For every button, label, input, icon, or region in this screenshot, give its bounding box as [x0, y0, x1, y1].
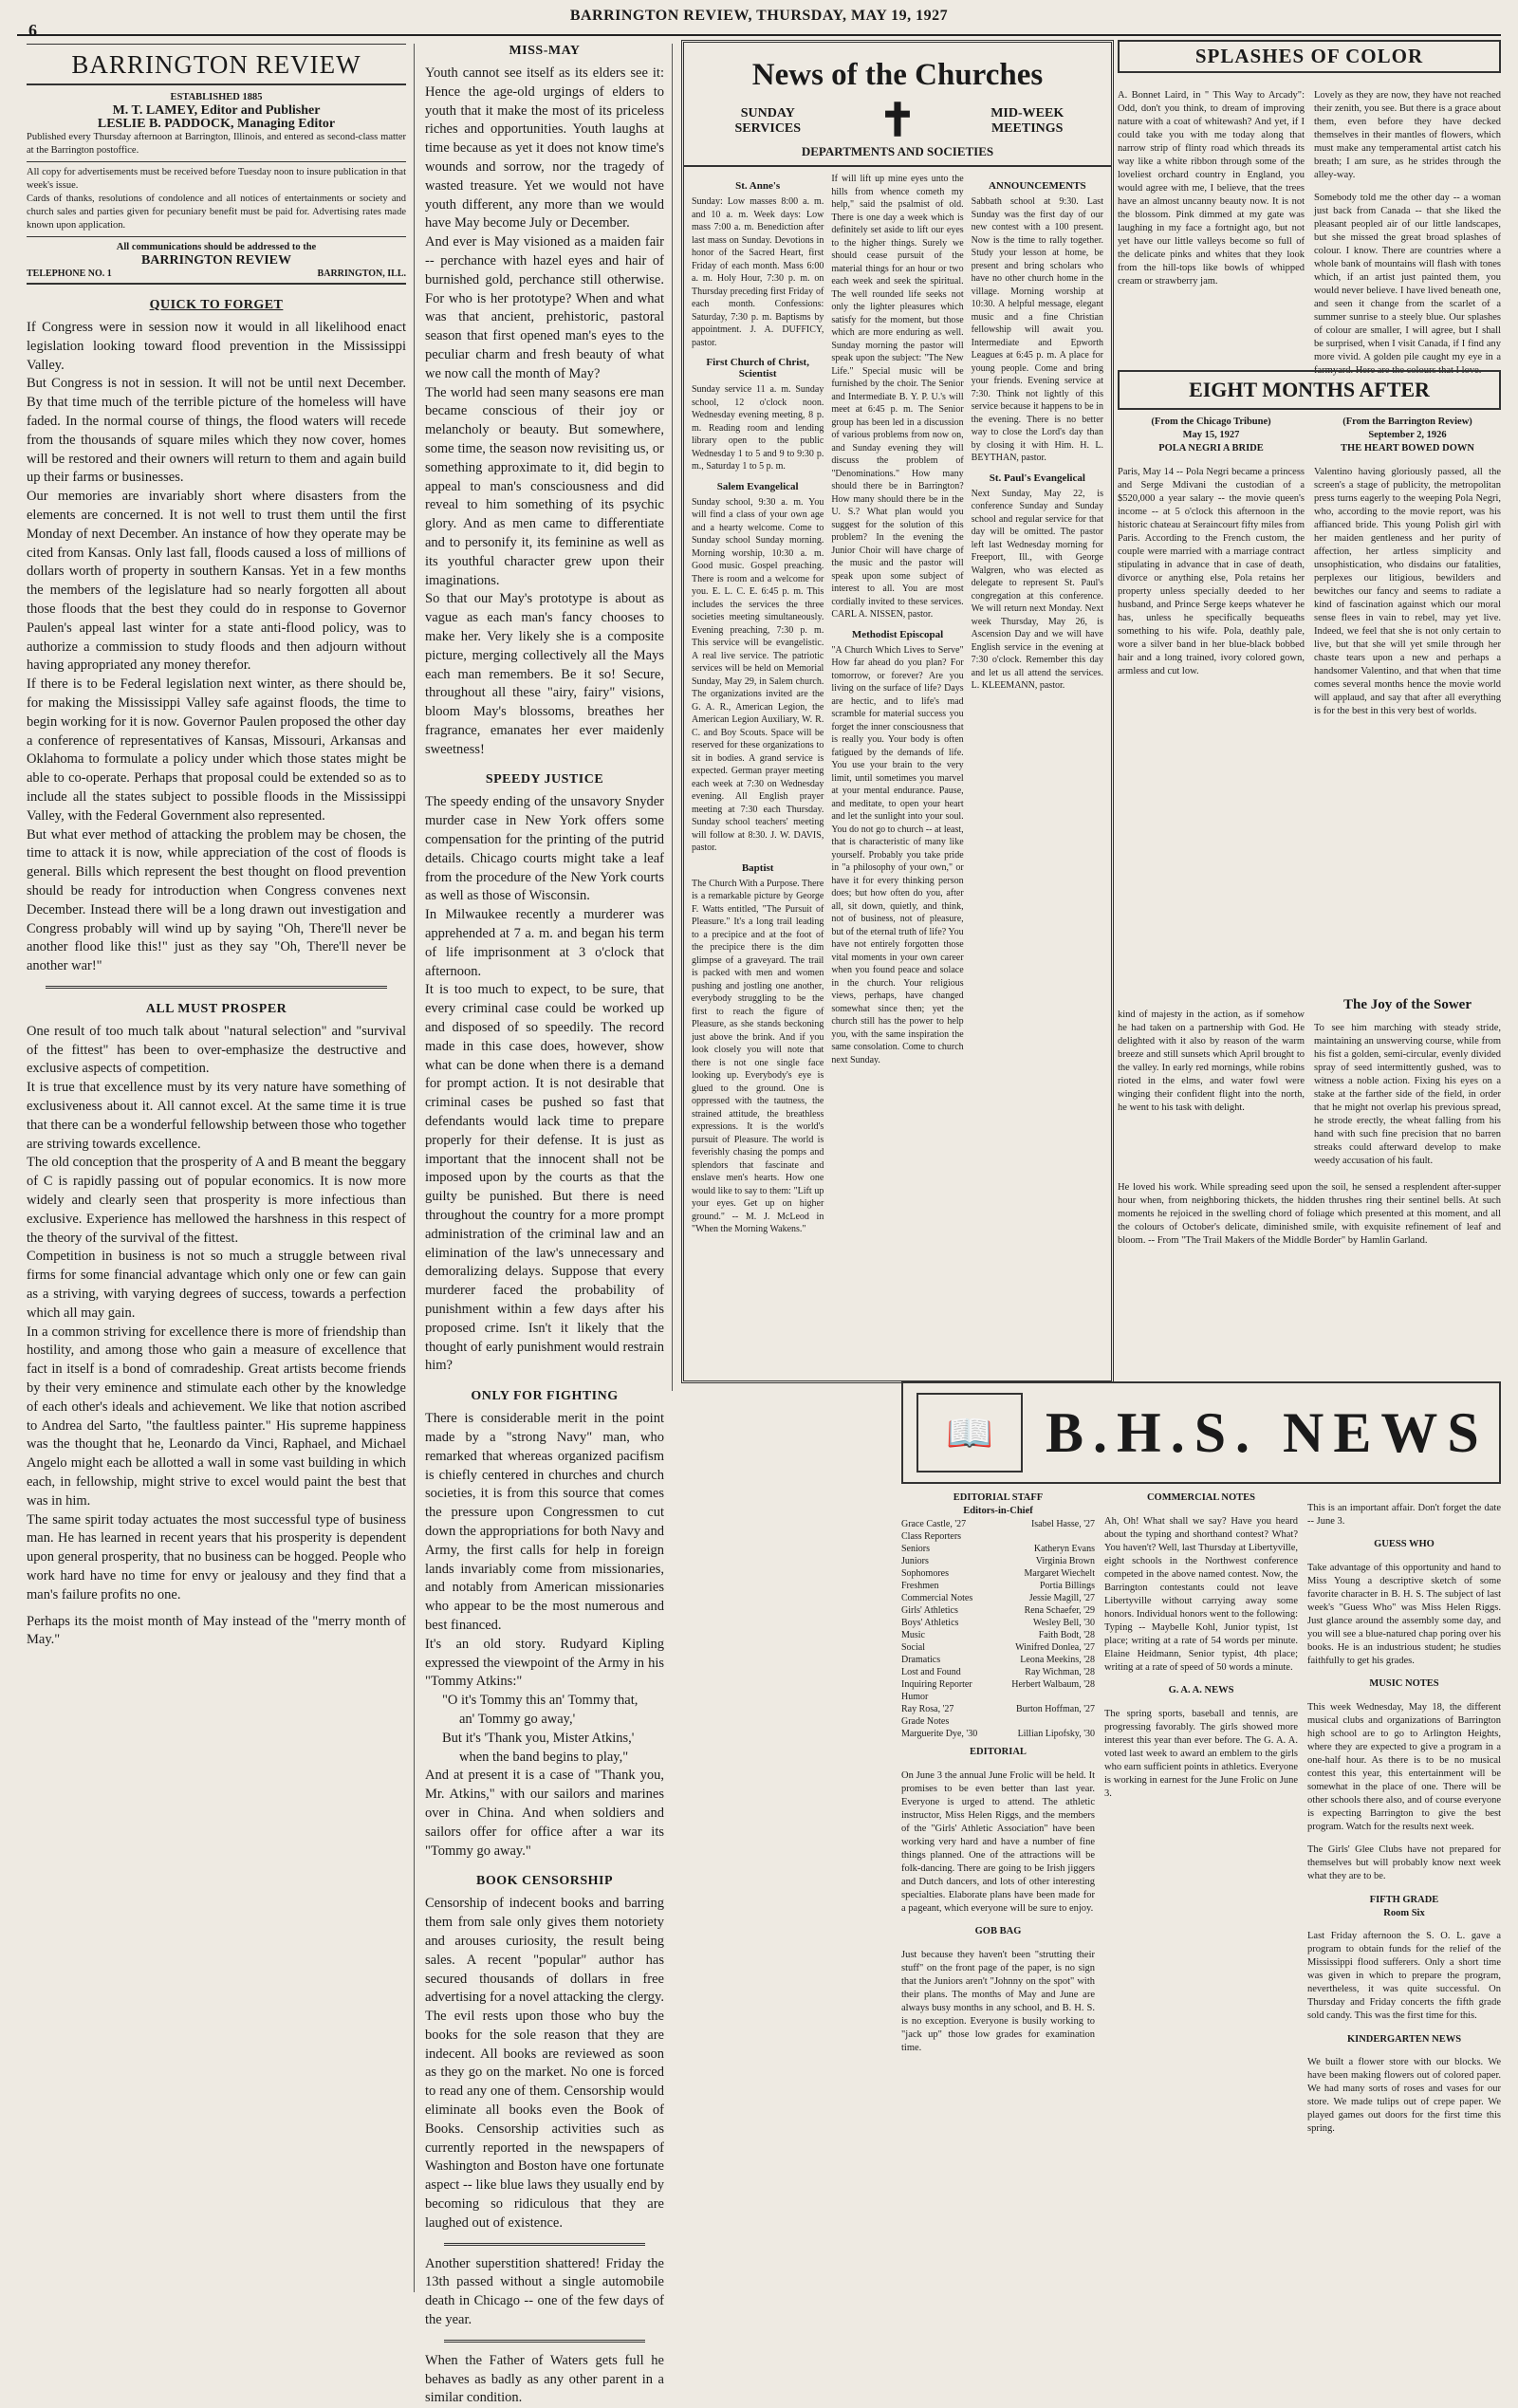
staff-person: Margaret Wiechelt — [1024, 1568, 1095, 1579]
date-line: September 2, 1926 — [1368, 430, 1447, 440]
kindergarten-heading: KINDERGARTEN NEWS — [1346, 2033, 1462, 2045]
staff-person: Isabel Hasse, '27 — [1030, 1519, 1095, 1529]
staff-person: Herbert Walbaum, '28 — [1011, 1679, 1095, 1690]
church-text: Sunday school, 9:30 a. m. You will find a class of your own age and a hearty welcome. Come to Sunday school Sunday morning. Morning worship, 10:30 a. m. Good music. Gospel preaching. There is room and a welcome for you. E. L. C. E. 6:45 p. m. This includes the services the three societies meeting simultaneously. Evening preaching, 7:30 p. m. This service will be evangelistic. A real live service. The patriotic services will be held on Memorial Sunday, May 29, in Salem church. The organizations invited are the G. A. R., American Legion, the American Legion Auxiliary, W. R. C. and Boy Scouts. Space will be reserved for these organizations to sit in bodies. A grand service is expected. German prayer meeting each week at 7:30 on Wednesday evening. All English prayer meeting at 7:30 each Thursday. Sunday school teachers' meeting will follow at 8:30. J. W. DAVIS, pastor. — [692, 496, 824, 853]
staff-role: Ray Rosa, '27 — [901, 1704, 954, 1714]
source-line: (From the Barrington Review) — [1342, 417, 1472, 427]
story-text: Valentino having gloriously passed, all the screen's a stage of publicity, the metropolitan press turns eagerly to the weeping Pola Negri, who, according to the movie report, was his affianced bride. This young Polish girl with her maiden gentleness and her purity of affection, her artless simplicity and unsophistication, who disdains our fatalities, perplexes our litigious, bewilders and bewitches our fancy and seems to radiate a kind of fascination against which our moral sense flees in vain to rebel, may yet live. Indeed, we feel that she is not only certain to live, but that she will yet smile through her chaste tears upon a new and perhaps a handsomer Valentino, and that when that time comes several months hence the movie world will applaud, and say that after all everything is for the best in this very best of worlds. — [1314, 466, 1501, 716]
poem-line: an' Tommy go away,' — [459, 1711, 576, 1727]
article-paragraph: The speedy ending of the unsavory Snyder murder case in New York offers some compensation for the printing of the putrid details. Chicago courts might take a leaf from the procedure of the New York courts as well as those of Wisconsin. — [425, 794, 664, 904]
midweek-label: MID-WEEK MEETINGS — [990, 106, 1064, 136]
headline-only-for-fighting: ONLY FOR FIGHTING — [471, 1389, 619, 1404]
staff-person: Jessie Magill, '27 — [1028, 1593, 1095, 1603]
telephone: TELEPHONE NO. 1 — [27, 269, 112, 279]
bhs-news-banner — [901, 1381, 1501, 1484]
church-text: "A Church Which Lives to Serve" How far ahead do you plan? For tomorrow, or forever? Are you living on the surface of life? Days are hectic, and to life's mad scramble for material success you forget the inner consciousness that is really you. Your body is often fatigued by the demands of life. You use your brain to the very limit, until sometimes you marvel at your mental endurance. Pause, and meditate, to open your heart and let the sunlight into your soul. You do not go to church -- at least, that is characteristic of many like yourself. Probably you take pride in "a philosophy of your own," or have it for every thinking person does; but how often do you, after all, sit down, quietly, and think, not of business, not of pleasure, but of the eternal truth of life? You have not entirely forgotten those vital moments in your own career when you found peace and solace in the church. Your religious views, perhaps, have changed somewhat since then; yet the church still has the power to help you, with the same inspiration the same consolation. Come to church next Sunday. — [831, 644, 964, 1065]
staff-role: Commercial Notes — [901, 1593, 973, 1603]
article-paragraph: Censorship of indecent books and barring them from sale only gives them notoriety and arouses curiosity, the result being sales. A recent "popular" author has secured thousands of dollars in free advertising for a novel attacking the clergy. The evil rests upon those who buy the books for the sole reason that they are indecent. All books are reviewed as soon as they go on the market. No one is forced to read any one of them. Censorship would eliminate all books even the Book of Books. Censorship activities such as currently reported in the newspapers of Washington and Boston have one fortunate aspect -- like blue laws they usually end by becoming so ridiculous that they are laughed out of existence. — [425, 1896, 664, 2231]
article-paragraph: And ever is May visioned as a maiden fair -- perchance with hazel eyes and hair of burnished gold, perchance still otherwise. For who is her prototype? When and what was that ancient, prehistoric, pastoral season that first opened man's eyes to the peculiar charm and fresh beauty of what we now call the month of May? — [425, 234, 664, 381]
glee-club-text: The Girls' Glee Clubs have not prepared for themselves but will probably know next week what they are to be. — [1307, 1844, 1501, 1881]
staff-row — [901, 1518, 1095, 1530]
guess-who-heading: GUESS WHO — [1374, 1539, 1435, 1549]
column-editorial — [27, 44, 406, 2292]
date-line: May 15, 1927 — [1182, 430, 1240, 440]
page-header — [17, 6, 1501, 40]
fifth-grade-text: Last Friday afternoon the S. O. L. gave a program to obtain funds for the relief of the Mississippi flood sufferers. Only a short time was given in which to prepare the program, nevertheless, it was quite successful. On Thursday and Friday concerts the fifth grade sold candy. This was the first time for this. — [1307, 1931, 1501, 2021]
staff-person: Virginia Brown — [1035, 1556, 1095, 1566]
church-text: Sabbath school at 9:30. Last Sunday was the first day of our new contest with a 100 present. Now is the time to rally together. Study your lesson at home, be present and bring scholars who have no other church home in the village. Morning worship at 10:30. A helpful message, elegant music and a fine Christian fellowship will await you. Intermediate and Epworth Leagues at 6:45 p. m. A place for young people. Come and bring your friends. Evening service at 7:30. Think not lightly of this service because it happens to be in the evening. There is no better way to close the Lord's day than by closing it with Him. H. L. BEYTHAN, pastor. — [971, 196, 1103, 463]
staff-row — [901, 1592, 1095, 1604]
copy-note: All copy for advertisements must be received before Tuesday noon to insure publication in that week's issue. — [27, 167, 406, 191]
sower-headline: The Joy of the Sower — [1343, 997, 1472, 1012]
editorial-heading: EDITORIAL — [970, 1747, 1027, 1757]
commercial-heading: COMMERCIAL NOTES — [1146, 1492, 1256, 1503]
article-paragraph: It is too much to expect, to be sure, that every criminal case could be worked up and disposed of so speedily. The record made in this case does, however, show what can be done when there is a demand for prompt action. It is not desirable that criminal cases be pushed so fast that defendants would lack time to prepare properly for their defense. It is just as important that the innocent shall not be imposed upon by the courts as that the guilty be punished. But there is need throughout the country for a more prompt administration of the criminal law and an elimination of the law's unnecessary and demoralizing delays. Suppose that every murderer faced the probability of punishment within a few days after his proposed crime. Isn't it likely that the thought of early punishment would restrain him? — [425, 982, 664, 1374]
gaa-text: The spring sports, baseball and tennis, are progressing favorably. The girls showed more interest this year than ever before. The G. A. A. voted last week to award an emblem to the girls who earn sufficient points in athletics. Everyone is working in earnest for the June Frolic on June 3. — [1104, 1708, 1298, 1799]
staff-role: Grace Castle, '27 — [901, 1519, 967, 1529]
church-heading: Methodist Episcopal — [851, 628, 944, 640]
gob-bag-text: Just because they haven't been "strutting their stuff" on the front page of the paper, is no sign that the Juniors aren't "Johnny on the spot" with their plans. The months of May and June are always busy months in any school, and B. H. S. is no exception. Everyone is busily working to "jack up" those low grades for examination time. — [901, 1949, 1095, 2053]
eight-months-section — [1118, 370, 1501, 998]
sower-text: kind of majesty in the action, as if somehow he had taken on a partnership with God. He delighted with it also by reason of the warm breeze and still sunsets which April brought to the valley. In early red mornings, while robins rioted in the elms, and water fowl were winging their confident flight into the north, he went to his task with delight. — [1118, 1009, 1305, 1113]
church-heading: St. Paul's Evangelical — [989, 472, 1085, 484]
article-paragraph: In a common striving for excellence there is more of friendship than hostility, and among those who gain a measure of excellence that fact in itself is a bond of comradeship. Great artists become friends by their very eminence and stimulate each other by the knowledge of each other's ideals and achievement. We like that notion ascribed to Andrea del Sarto, "the faultless painter." His supreme happiness was the thought that he, Leonardo da Vinci, Raphael, and Michael Angelo might each be allotted a wall in some vast building in which each, in fellowship, might strive to excel would paint the best that was in him. — [27, 1324, 406, 1509]
article-paragraph: If there is to be Federal legislation next winter, as there should be, for making the Mississippi Valley safe against floods, the time to begin working for it is now. Governor Paulen proposed the other day a conference of representatives of Kansas, Missouri, Arkansas and Oklahoma to formulate a policy under which those states might be able to co-operate. Perhaps that proposal could be extended so as to include all the states subject to possible floods in the Mississippi Valley, with the Federal Government also represented. — [27, 676, 406, 824]
staff-row — [901, 1629, 1095, 1641]
staff-row — [901, 1604, 1095, 1617]
open-book-icon: 📖 — [916, 1393, 1023, 1473]
staff-person: Leona Meekins, '28 — [1020, 1655, 1095, 1665]
staff-row — [901, 1530, 1095, 1543]
staff-row — [901, 1641, 1095, 1654]
staff-role: Grade Notes — [901, 1716, 950, 1727]
bhs-news-columns — [901, 1491, 1501, 2292]
article-paragraph: Another superstition shattered! Friday the 13th passed without a single automobile death in Chicago -- one of the few days of the year. — [425, 2255, 664, 2328]
publication-note: Published every Thursday afternoon at Barrington, Illinois, and entered as second-class matter at the Barrington postoffice. — [27, 132, 406, 156]
headline-speedy-justice: SPEEDY JUSTICE — [485, 772, 604, 787]
article-paragraph: But Congress is not in session. It will not be until next December. By that time much of the terrible picture of the homeless will have faded. In the normal course of things, the flood waters will recede from the thousands of square miles which they now cover, homes will be restored and their owners will return to them and again build up their farms or businesses. — [27, 376, 406, 486]
staff-row — [901, 1728, 1095, 1740]
staff-person: Rena Schaefer, '29 — [1024, 1605, 1095, 1616]
staff-role: Music — [901, 1630, 925, 1640]
staff-person: Katheryn Evans — [1033, 1544, 1095, 1554]
headline-book-censorship: BOOK CENSORSHIP — [475, 1874, 614, 1889]
article-paragraph: So that our May's prototype is about as vague as each man's fancy chooses to make her. Very likely she is a composite picture, merging collectively all the Mays each man remembers. Be it so! Secure, throughout all these "airy, fairy" visions, bloom May's blossoms, breathes her fragrance, emanates her ever maidenly sweetness! — [425, 591, 664, 757]
story-text: Paris, May 14 -- Pola Negri became a princess and Serge Mdivani the custodian of a $520,000 a year salary -- the movie queen's income -- at 5 o'clock this afternoon in the historic chateau at Seraincourt fifty miles from Paris. According to the French custom, the couple were married with a marriage contract stipulating in advance that in case of death, divorce or anything else, Pola retains her property unless specially deeded to her husband, and Prince Serge keeps whatever he has, unless he specifically bequeaths something to his wife. Pola, deathly pale, wore a silver band in her blue-black bobbed hair and a long trained, ivory colored gown, armless and cut low. — [1118, 466, 1305, 676]
music-notes-heading: MUSIC NOTES — [1369, 1678, 1439, 1689]
page-title: BARRINGTON REVIEW, THURSDAY, MAY 19, 1927 — [569, 8, 949, 24]
article-paragraph: Competition in business is not so much a struggle between rival firms for some financial advantage which only one or few can gain as a striving, with varying degrees of success, towards a perfection which all may gain. — [27, 1249, 406, 1321]
column-rule — [672, 44, 673, 1391]
masthead-info — [27, 91, 406, 285]
poem-line: But it's 'Thank you, Mister Atkins,' — [442, 1730, 635, 1746]
article-paragraph: The world had seen many seasons ere man became conscious of their joy or melancholy or beauty. But somewhere, some time, the season now revisiting us, or something approximate to it, did begin to appeal to man's consciousness and did reveal to him something of its psychic glory. And as men came to differentiate and to personify it, its feminine as well as its youthful character grew upon their imaginations. — [425, 384, 664, 588]
church-heading: Salem Evangelical — [716, 480, 799, 492]
staff-row — [901, 1678, 1095, 1691]
sower-text: To see him marching with steady stride, maintaining an unswerving course, while from his fist a golden, semi-circular, evenly divided spray of seed intermittently gushed, was to witness a noble action. Fixing his eyes on a stake at the farther side of the field, in order that he might not overlap his previous spread, he strode erectly, the wheat falling from his hand with such fine precision that no barren streaks could afterward develop to make weedy accusation of his fault. — [1314, 1022, 1501, 1166]
staff-person: Winifred Donlea, '27 — [1015, 1642, 1095, 1653]
column-editorial-2 — [425, 44, 664, 2406]
column-rule — [414, 44, 415, 2292]
article-paragraph: It is true that excellence must by its very nature have something of exclusiveness about it. All cannot excel. At the same time it is true that there can be a wonderful fellowship between those who together are striving towards excellence. — [27, 1080, 406, 1152]
commercial-text: Ah, Oh! What shall we say? Have you heard about the typing and shorthand contest? What? You haven't? Well, last Thursday at Libertyville, eight schools in the Northwest conference competed in the above named contest. Now, the Barrington contestants could not leave Libertyville without carrying away some honors. Individual honors went to the following: Typing -- Maybelle Kohl, Junior typist, 1st place; writing at a rate of 54 words per minute. Elaine Heidmann, Senior typist, 4th place; writing at a rate of speed of 50 words a minute. — [1104, 1515, 1298, 1673]
staff-person: Burton Hoffman, '27 — [1016, 1704, 1095, 1714]
editor-line: M. T. LAMEY, Editor and Publisher — [112, 103, 321, 118]
kindergarten-text: We built a flower store with our blocks. We have been making flowers out of colored paper. We had many sorts of roses and vases for our store. We made tulips out of crepe paper. We played games out doors for the first time this spring. — [1307, 2057, 1501, 2134]
music-notes-text: This week Wednesday, May 18, the different musical clubs and organizations of Barrington high school are to go to Arlington Heights, where they are expected to give a program in a one-half hour. As there is to be no musical contest this year, this entertainment will be somewhat in the place of one. There will be other schools there also, and of course everyone is expecting Barrington to give the best program. Watch for the results next week. — [1307, 1701, 1501, 1832]
staff-role: Social — [901, 1642, 925, 1653]
article-paragraph: One result of too much talk about "natural selection" and "survival of the fittest" has been to over-emphasize the destructive and exclusive aspects of competition. — [27, 1023, 406, 1077]
staff-row — [901, 1580, 1095, 1592]
staff-role: Dramatics — [901, 1655, 941, 1665]
splashes-title: SPLASHES OF COLOR — [1118, 40, 1501, 73]
headline-miss-may: MISS-MAY — [509, 44, 581, 58]
staff-row — [901, 1543, 1095, 1555]
bhs-news-title: B.H.S. NEWS — [1046, 1401, 1489, 1464]
staff-role: Girls' Athletics — [901, 1605, 958, 1616]
staff-person: Wesley Bell, '30 — [1032, 1618, 1095, 1628]
article-paragraph: The old conception that the prosperity of A and B meant the beggary of C is rapidly passing out of popular economics. It is now more widely and clearly seen that prosperity is more infectious than exclusive. Experience has mellowed the harshness in this respect of the theory of the survival of the fittest. — [27, 1155, 406, 1246]
church-text: If will lift up mine eyes unto the hills from whence cometh my help," said the psalmist of old. There is one day a week which is definitely set aside to lift our eyes to the higher things. Surely we should cease pursuit of the material things for an hour or two each week and seek the spiritual. The well rounded life seeks not only the lighter pleasures which satisfy for the moment, but those which are more enduring as well. Sunday morning the pastor will speak upon the subject: "The New Life." Special music will be furnished by the choir. The Senior and Intermediate B. Y. P. U.'s will meet at 6:45 p. m. The Senior group has been led in a discussion of various problems from now on, and Sunday evening they will discuss the problem of "Denominations." How many should there be in Barrington? How many should there be in the U. S.? What plan would you suggest for the solution of this problem? In the evening the Junior Choir will have charge of the music and the pastor will speak upon some subject of interest to all. You are most cordially invited to these services. CARL A. NISSEN, pastor. — [831, 174, 964, 620]
church-heading: First Church of Christ, Scientist — [706, 357, 809, 380]
article-paragraph: If Congress were in session now it would in all likelihood enact legislation looking toward flood prevention in the Mississippi Valley. — [27, 320, 406, 373]
address-name: BARRINGTON REVIEW — [140, 253, 292, 268]
splash-paragraph: A. Bonnet Laird, in " This Way to Arcady": Odd, don't you think, to dream of improving nature with a coat of whitewash? And yet, if I could take you with me today along that narrow strip of flinty road which threads its way like a white ribbon through some of the loveliest orchard country in England, you would agree with me, I believe, that the trees have an almost uncanny beauty now. It is not the blossom. Pink dimmed at my gate was laughing in my face a fortnight ago, but not yet have our little valleys become so full of the delicate pinks and whites that they look from the hill-tops like bowls of whipped cream or strawberry jam. — [1118, 89, 1305, 287]
church-heading: ANNOUNCEMENTS — [988, 180, 1086, 192]
splash-paragraph: Lovely as they are now, they have not reached their zenith, you see. But there is a grace about them, even before they have decked themselves in their mantles of flowers, which must make any temperamental artist catch his breath; I am sure, as he strides through the alley-way. — [1314, 89, 1501, 180]
source-line: (From the Chicago Tribune) — [1151, 417, 1271, 427]
staff-row — [901, 1691, 1095, 1703]
church-text: Sunday: Low masses 8:00 a. m. and 10 a. m. Week days: Low mass 7:00 a. m. Benediction after last mass on Sunday. Devotions in honor of the Sacred Heart, first Friday of each month. Mass 6:00 a. m. Holy Hour, 7:30 p. m. on Thursday preceding first Friday of each month. Confessions: Saturday, 7:30 p. m. Baptisms by appointment. J. A. DUFFICY, pastor. — [692, 196, 824, 348]
cross-icon: ✝ — [878, 96, 917, 146]
headline-quick-to-forget: QUICK TO FORGET — [149, 298, 284, 312]
staff-row — [901, 1715, 1095, 1728]
article-paragraph: The same spirit today actuates the most successful type of business man. He has learned in recent years that his prosperity is dependent upon general prosperity, that no business can be hogged. People who work hard have no time for envy or jealousy and they find that a man's failure profits no one. — [27, 1511, 406, 1602]
staff-role: Sophomores — [901, 1568, 949, 1579]
poem-line: "O it's Tommy this an' Tommy that, — [442, 1693, 639, 1709]
gob-bag-heading: GOB BAG — [974, 1926, 1022, 1936]
gaa-heading: G. A. A. NEWS — [1168, 1685, 1234, 1695]
cards-note: Cards of thanks, resolutions of condolence and all notices of entertainments or society and church sales and parties given for pecuniary benefit must be paid for. Advertising rates made known upon application. — [27, 194, 406, 231]
splash-paragraph: Somebody told me the other day -- a woman just back from Canada -- that she liked the pleasant peopled air of our little landscapes, but she missed the great broad splashes of colour. I know. There are countries where a whole bank of mountains will flash with tones which, if an artist just painted them, you would never believe. I have lived beneath one, and seen it change from the scarlet of a summer sunrise to a steely blue. Our splashes of colour are smaller, I will agree, but I shall be surprised, when I visit Canada, if I find any more vivid. A golden pile caught my eye in a farmyard. Here are the colours that I love. — [1314, 193, 1501, 376]
church-heading: St. Anne's — [735, 180, 781, 192]
church-text: The Church With a Purpose. There is a remarkable picture by George F. Watts entitled, "The Pursuit of Pleasure." It's a long trail leading to a precipice and at the foot of the precipice there is the dim glimpse of a graveyard. The trail is packed with men and women pushing and jostling one another, everybody struggling to be the first to reach the figure of Pleasure, as she stands beckoning just above the brink. And if you look closely you will note that there is not one single face looking up. Everybody's eye is glued to the ground. One is oppressed with the tautness, the strained attitude, the breathless expressions. It is the world's pursuit of Pleasure. The world is feverishly chasing the pomps and splendors that fascinate and enslave men's hearts. How one would like to say to them: "Lift up your eyes. Get up on higher ground." -- M. J. McLeod in "When the Morning Wakens." — [692, 878, 824, 1234]
sub-headline: THE HEART BOWED DOWN — [1341, 443, 1474, 454]
fifth-grade-heading: FIFTH GRADE — [1369, 1894, 1439, 1905]
frolic-note: This is an important affair. Don't forget the date -- June 3. — [1307, 1502, 1501, 1527]
staff-person: Lillian Lipofsky, '30 — [1017, 1729, 1095, 1739]
church-heading: Baptist — [741, 861, 774, 874]
staff-person: Portia Billings — [1039, 1581, 1095, 1591]
churches-title: News of the Churches — [751, 58, 1044, 92]
staff-role: Freshmen — [901, 1581, 939, 1591]
article-paragraph: Our memories are invariably short where disasters from the elements are concerned. It is not well to trust them until the first Monday of next December. An instance of how they operate may be cited from Kansas. Only last fall, floods caused a loss of millions of dollars worth of property in southern Kansas. Yet in a few months the members of the legislature had so nearly forgotten all about those floods that the best they could do in response to Governor Paulen's appeal last winter for a state anti-flood policy, was to authorize a commission to study floods and then adjourn without having appropriated any money therefor. — [27, 489, 406, 674]
sub-headline: POLA NEGRI A BRIDE — [1158, 443, 1264, 454]
article-paragraph: But what ever method of attacking the problem may be chosen, the time to attack it is now, while appreciation of the cost of floods is general. Bills which represent the best thought on flood prevention should be ready for introduction when Congress convenes next December. Instead there will be a long drawn out investigation and Congress probably will wind up by saying "Oh, There'll never be another flood like this!" just as they say "Oh, There'll never be another war!" — [27, 826, 406, 974]
place: BARRINGTON, ILL. — [317, 269, 406, 279]
churches-box — [681, 40, 1114, 1383]
churches-subtitle — [684, 96, 1111, 146]
staff-role: Lost and Found — [901, 1667, 961, 1677]
poem-line: when the band begins to play," — [459, 1749, 629, 1765]
room-label: Room Six — [1383, 1907, 1425, 1918]
sower-section — [1118, 998, 1501, 1378]
staff-row — [901, 1654, 1095, 1666]
staff-person: Faith Bodt, '28 — [1038, 1630, 1095, 1640]
telephone-line — [27, 268, 406, 285]
staff-role: Juniors — [901, 1556, 929, 1566]
eight-months-title: EIGHT MONTHS AFTER — [1118, 370, 1501, 410]
article-paragraph: There is considerable merit in the point made by a "strong Navy" man, who remarked that whereas organized pacifism is chiefly centered in churches and church societies, it is from this source that comes the pressure upon Congressmen to cut down the appropriations for both Navy and Army, the first calls for help in foreign lands invariably come from missionaries, and notably from American missionaries who appear to be the most numerous and best financed. — [425, 1411, 664, 1633]
address-line: All communications should be addressed to the — [116, 242, 317, 252]
editorial-text: On June 3 the annual June Frolic will be held. It promises to be even better than last year. Everyone is urged to attend. The athletic instructor, Miss Helen Riggs, and the members of the "Girls' Athletic Association" have been working very hard and have a number of fine things planned. One of the attractions will be folk-dancing. There are going to be Irish jiggers and Dutch dancers, and lots of other interesting specialties. Elaborate plans have been made for a pageant, which everyone will be sure to enjoy. — [901, 1769, 1095, 1914]
staff-row — [901, 1567, 1095, 1580]
staff-role: Seniors — [901, 1544, 930, 1554]
church-text: Sunday service 11 a. m. Sunday school, 12 o'clock noon. Wednesday evening meeting, 8 p. m. Reading room and lending library open to the public Wednesday 1 to 5 and 9 to 9:30 p. m., Saturday 1 to 5 p. m. — [692, 384, 824, 472]
guess-who-text: Take advantage of this opportunity and hand to Miss Young a descriptive sketch of some favorite character in B. H. S. The subject of last week's "Guess Who" was Miss Helen Riggs. Just glance around the assembly some day, and you will see a blue-natured chap poring over his books. He is an industrious student; he studies faithfully to get his grades. — [1307, 1562, 1501, 1666]
established-line: ESTABLISHED 1885 — [170, 92, 263, 102]
staff-role: Humor — [901, 1692, 929, 1702]
staff-role: Marguerite Dye, '30 — [901, 1729, 978, 1739]
church-text: Next Sunday, May 22, is conference Sunday and Sunday school and regular service for that day will be omitted. The pastor left last Wednesday morning for Freeport, Ill., with George Walgren, who was elected as delegate to represent St. Paul's congregation at this conference. We will return next Monday. Next week Thursday, May 26, is Ascension Day and we will have English service in the evening at 7:30 o'clock. Remember this day and let us all attend the services. L. KLEEMANN, pastor. — [971, 488, 1103, 691]
staff-row — [901, 1666, 1095, 1678]
staff-heading: EDITORIAL STAFF — [953, 1492, 1044, 1503]
sunday-label: SUNDAY SERVICES — [734, 106, 802, 136]
article-paragraph: When the Father of Waters gets full he behaves as badly as any other parent in a similar condition. — [425, 2352, 664, 2406]
departments-label: DEPARTMENTS AND SOCIETIES — [684, 144, 1111, 167]
headline-all-must-prosper: ALL MUST PROSPER — [145, 1001, 287, 1016]
sower-text: He loved his work. While spreading seed upon the soil, he sensed a resplendent after-supper hour when, from neighboring thickets, the hidden thrushes ring their sentinel bells. At such moments he rejoiced in the swelling chord of foliage which presented at this moment, and all the colours of October's delicate, diminished smile, with exquisite refinement of leaf and bloom. -- From "The Trail Makers of the Middle Border" by Hamlin Garland. — [1118, 1182, 1501, 1246]
staff-row — [901, 1703, 1095, 1715]
staff-person: Ray Wichman, '28 — [1025, 1667, 1095, 1677]
staff-role: Class Reporters — [901, 1531, 962, 1542]
article-paragraph: In Milwaukee recently a murderer was apprehended at 7 a. m. and began his term of life imprisonment at 3 o'clock that afternoon. — [425, 907, 664, 979]
masthead-title: BARRINGTON REVIEW — [27, 44, 406, 85]
article-paragraph: And at present it is a case of "Thank you, Mr. Atkins," with our sailors and marines over in China. And when soldiers and sailors offer for office after a war its "Tommy go away." — [425, 1768, 664, 1859]
staff-role: Boys' Athletics — [901, 1618, 959, 1628]
article-paragraph: Youth cannot see itself as its elders see it: Hence the age-old urgings of elders to youth that it make the most of its priceless riches and opportunities. Youth laughs at time because as yet it does not know time's wounds and sorrow, nor the tragedy of wasted treasure. Yet we would not have youth different, any more than we would have May become July or December. — [425, 65, 664, 232]
page-number: 6 — [28, 21, 37, 40]
staff-row — [901, 1555, 1095, 1567]
staff-role: Inquiring Reporter — [901, 1679, 972, 1690]
splashes-section — [1118, 40, 1501, 376]
churches-columns — [684, 167, 1111, 1242]
managing-editor-line: LESLIE B. PADDOCK, Managing Editor — [97, 117, 336, 131]
staff-list — [901, 1518, 1095, 1740]
article-paragraph: It's an old story. Rudyard Kipling expressed the viewpoint of the Army in his "Tommy Atkins:" — [425, 1636, 664, 1690]
article-paragraph: Perhaps its the moist month of May instead of the "merry month of May." — [27, 1613, 406, 1648]
newspaper-page — [17, 6, 1501, 2406]
staff-row — [901, 1617, 1095, 1629]
staff-subheading: Editors-in-Chief — [963, 1506, 1033, 1516]
